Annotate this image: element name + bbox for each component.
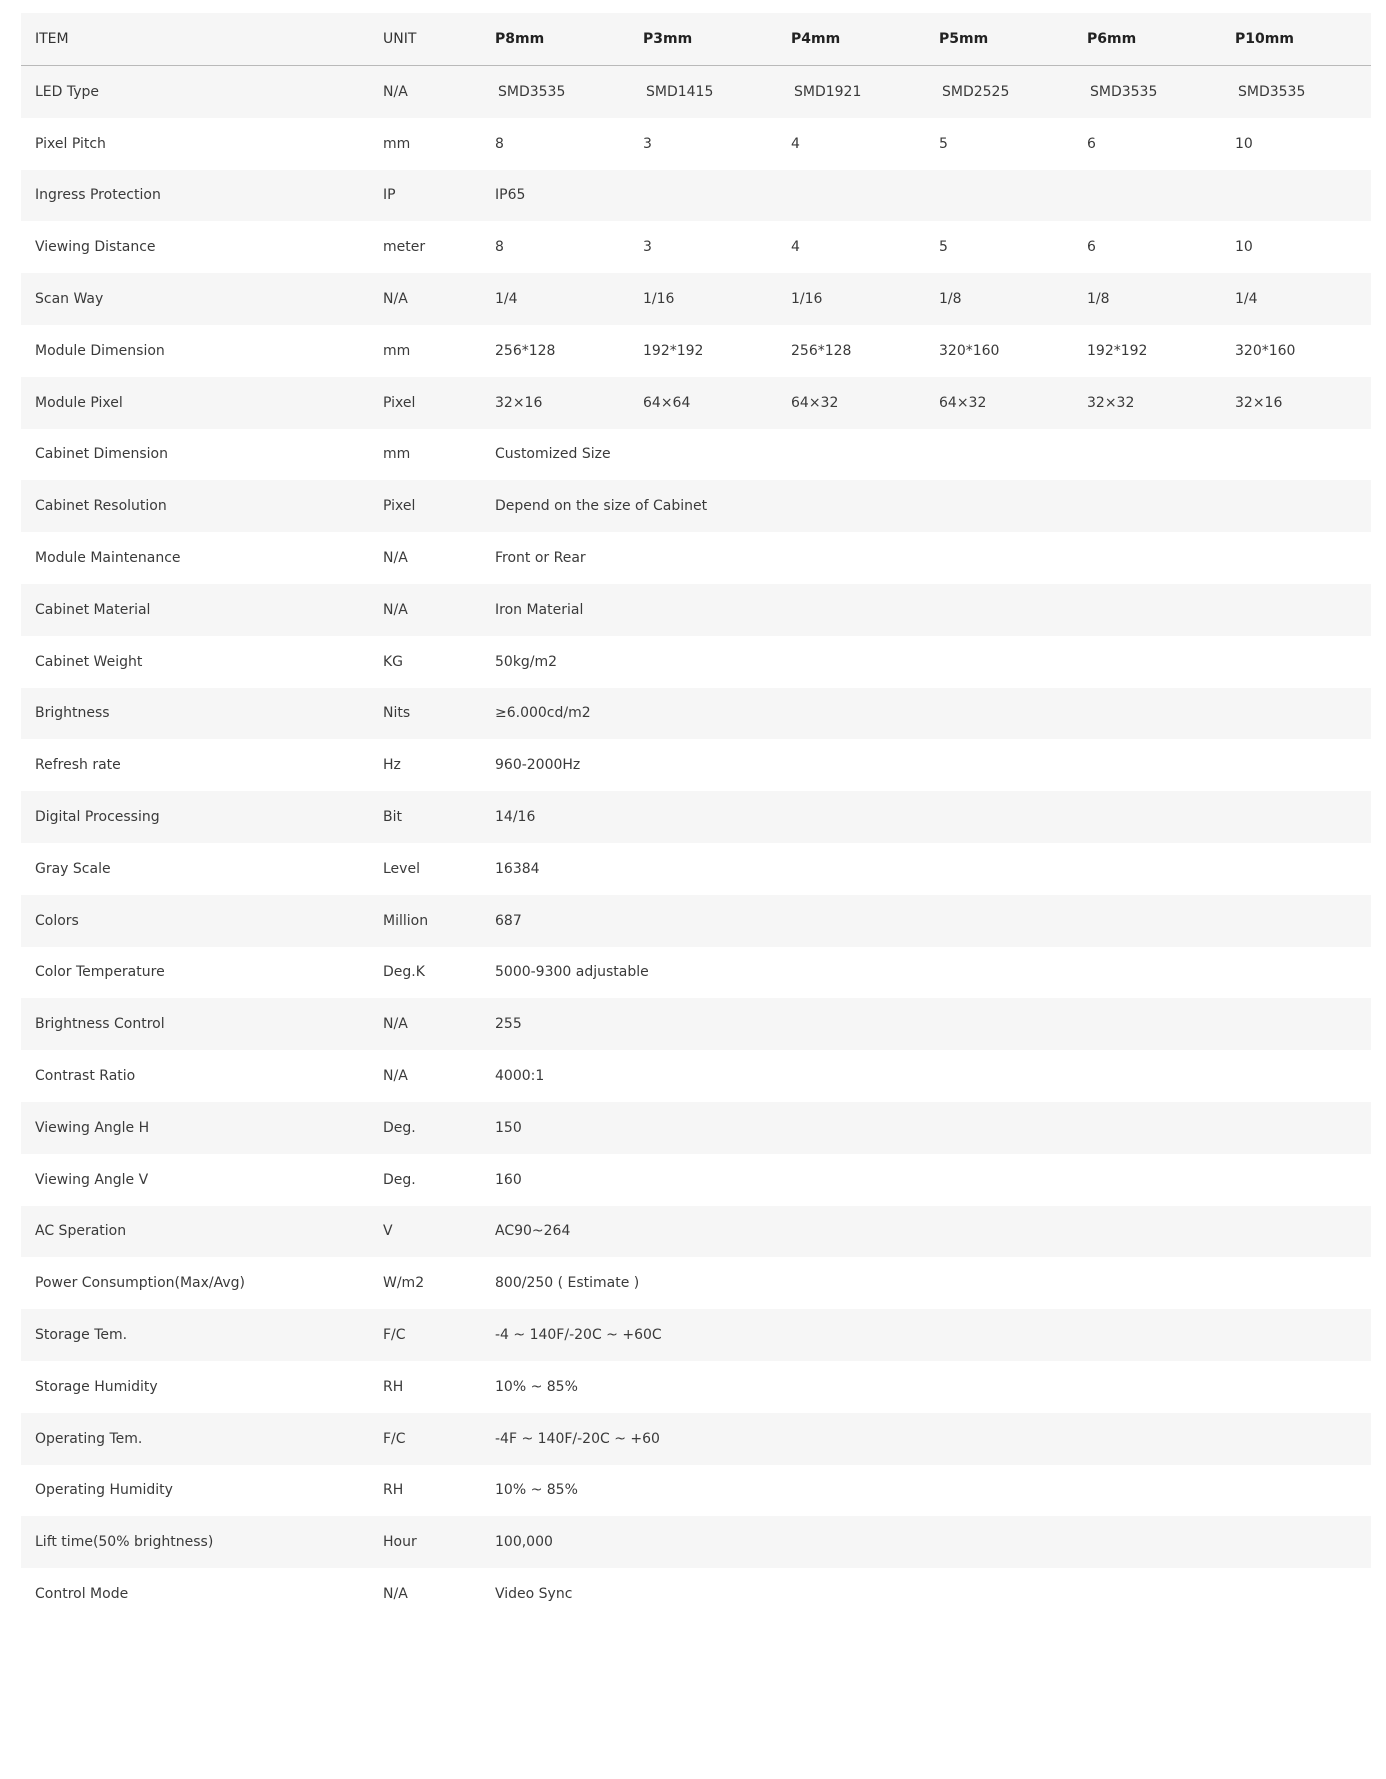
row-unit: Deg.K — [383, 964, 425, 981]
row-value: Video Sync — [495, 1586, 573, 1602]
row-item-label: Cabinet Dimension — [35, 446, 168, 463]
row-value: 256*128 — [791, 342, 852, 359]
row-item-label: AC Speration — [35, 1223, 127, 1240]
row-value: 5000-9300 adjustable — [495, 964, 649, 981]
row-item-label: Viewing Angle H — [35, 1119, 150, 1136]
row-unit: mm — [383, 446, 411, 463]
row-item-label: Viewing Angle V — [35, 1171, 149, 1188]
row-unit: W/m2 — [383, 1275, 425, 1292]
table-row — [21, 739, 1371, 791]
row-value: 10 — [1235, 135, 1253, 152]
row-unit: IP — [383, 187, 396, 204]
row-item-label: Cabinet Weight — [35, 653, 143, 670]
row-value: 5 — [939, 135, 948, 152]
table-row — [21, 636, 1371, 688]
row-value: -4 ~ 140F/-20C ~ +60C — [495, 1327, 662, 1344]
row-value: 320*160 — [1235, 342, 1296, 359]
row-value: 320*160 — [939, 342, 1000, 359]
row-item-label: Storage Tem. — [35, 1327, 128, 1344]
row-value: 256*128 — [495, 342, 556, 359]
row-unit: N/A — [383, 1586, 408, 1602]
row-item-label: Module Dimension — [35, 342, 165, 359]
table-row — [21, 429, 1371, 481]
header-p3mm: P3mm — [643, 31, 693, 47]
row-value: 16384 — [495, 860, 540, 877]
table-row — [21, 1361, 1371, 1413]
table-row — [21, 843, 1371, 895]
row-item-label: Operating Humidity — [35, 1482, 173, 1499]
row-value: 192*192 — [643, 342, 704, 359]
header-p10mm: P10mm — [1235, 31, 1294, 47]
row-value: Customized Size — [495, 446, 611, 463]
row-value: 10% ~ 85% — [495, 1482, 578, 1499]
row-item-label: Viewing Distance — [35, 239, 156, 256]
row-unit: Hour — [383, 1534, 417, 1551]
table-row — [21, 1257, 1371, 1309]
row-item-label: Ingress Protection — [35, 187, 161, 204]
row-unit: N/A — [383, 601, 408, 618]
table-body — [21, 66, 1371, 1620]
row-value: 64×64 — [643, 394, 691, 411]
spec-table — [21, 13, 1371, 1620]
row-value: 10% ~ 85% — [495, 1378, 578, 1395]
table-row — [21, 1102, 1371, 1154]
row-unit: Nits — [383, 705, 411, 722]
table-row — [21, 66, 1371, 118]
row-value: 1/8 — [1087, 291, 1110, 308]
row-item-label: Control Mode — [35, 1586, 129, 1602]
row-item-label: Cabinet Material — [35, 601, 151, 618]
row-item-label: Digital Processing — [35, 809, 160, 826]
header-item: ITEM — [35, 31, 69, 47]
row-unit: N/A — [383, 1016, 408, 1033]
row-unit: RH — [383, 1482, 404, 1499]
row-value: 8 — [495, 239, 504, 256]
row-unit: N/A — [383, 1068, 408, 1085]
table-row — [21, 1516, 1371, 1568]
row-item-label: Refresh rate — [35, 757, 121, 774]
table-row — [21, 791, 1371, 843]
row-unit: F/C — [383, 1327, 406, 1344]
table-row — [21, 377, 1371, 429]
row-value: 800/250 ( Estimate ) — [495, 1275, 640, 1292]
row-item-label: Module Pixel — [35, 394, 123, 411]
row-unit: KG — [383, 653, 404, 670]
table-row — [21, 325, 1371, 377]
row-unit: V — [383, 1223, 393, 1240]
row-value: 960-2000Hz — [495, 757, 581, 774]
row-value: 64×32 — [939, 394, 987, 411]
row-unit: meter — [383, 239, 426, 256]
row-value: 6 — [1087, 135, 1096, 152]
row-item-label: Brightness — [35, 705, 110, 722]
row-unit: N/A — [383, 291, 408, 308]
header-p6mm: P6mm — [1087, 31, 1137, 47]
row-item-label: Power Consumption(Max/Avg) — [35, 1275, 246, 1292]
table-row — [21, 895, 1371, 947]
row-value: 64×32 — [791, 394, 839, 411]
row-value: 14/16 — [495, 809, 536, 826]
row-value: 50kg/m2 — [495, 653, 558, 670]
table-row — [21, 1465, 1371, 1517]
table-header — [21, 13, 1371, 66]
table-row — [21, 1309, 1371, 1361]
table-row — [21, 584, 1371, 636]
row-value: 3 — [643, 239, 652, 256]
row-value: AC90~264 — [495, 1223, 571, 1240]
row-value: 4000:1 — [495, 1068, 545, 1085]
row-unit: F/C — [383, 1430, 406, 1447]
row-value: SMD2525 — [942, 83, 1010, 100]
row-value: 6 — [1087, 239, 1096, 256]
table-row — [21, 688, 1371, 740]
row-value: 8 — [495, 135, 504, 152]
row-value: 32×32 — [1087, 394, 1135, 411]
row-value: 687 — [495, 912, 522, 929]
header-p8mm: P8mm — [495, 31, 545, 47]
row-value: Front or Rear — [495, 550, 586, 567]
row-unit: mm — [383, 135, 411, 152]
table-row — [21, 480, 1371, 532]
row-item-label: Color Temperature — [35, 964, 165, 981]
row-unit: Million — [383, 912, 429, 929]
table-row — [21, 1568, 1371, 1620]
row-value: 32×16 — [495, 394, 543, 411]
row-value: 192*192 — [1087, 342, 1148, 359]
row-item-label: Contrast Ratio — [35, 1068, 136, 1085]
row-unit: Deg. — [383, 1171, 416, 1188]
row-value: SMD3535 — [1238, 83, 1306, 100]
row-value: 10 — [1235, 239, 1253, 256]
row-unit: N/A — [383, 83, 408, 100]
header-p4mm: P4mm — [791, 31, 841, 47]
row-unit: N/A — [383, 550, 408, 567]
table-row — [21, 118, 1371, 170]
row-item-label: LED Type — [35, 83, 100, 100]
row-unit: Pixel — [383, 498, 416, 515]
row-value: SMD3535 — [498, 83, 566, 100]
row-item-label: Scan Way — [35, 291, 104, 308]
row-value: 160 — [495, 1171, 522, 1188]
row-value: 5 — [939, 239, 948, 256]
row-unit: Hz — [383, 757, 401, 774]
row-item-label: Storage Humidity — [35, 1378, 158, 1395]
row-item-label: Colors — [35, 912, 79, 929]
table-row — [21, 1154, 1371, 1206]
table-row — [21, 1413, 1371, 1465]
row-value: 150 — [495, 1119, 522, 1136]
row-item-label: Operating Tem. — [35, 1430, 143, 1447]
table-row — [21, 1050, 1371, 1102]
table-row — [21, 947, 1371, 999]
row-value: ≥6.000cd/m2 — [495, 705, 591, 722]
row-value: 4 — [791, 239, 800, 256]
row-value: SMD1921 — [794, 83, 862, 100]
row-unit: Level — [383, 860, 420, 877]
row-unit: Bit — [383, 809, 402, 826]
row-value: 1/16 — [643, 291, 675, 308]
row-value: SMD1415 — [646, 83, 714, 100]
row-value: 1/8 — [939, 291, 962, 308]
row-value: 1/4 — [495, 291, 518, 308]
row-value: SMD3535 — [1090, 83, 1158, 100]
row-value: -4F ~ 140F/-20C ~ +60 — [495, 1430, 660, 1447]
row-item-label: Pixel Pitch — [35, 135, 106, 152]
table-row — [21, 221, 1371, 273]
row-item-label: Module Maintenance — [35, 550, 181, 567]
row-item-label: Gray Scale — [35, 860, 111, 877]
row-value: 100,000 — [495, 1534, 553, 1551]
row-unit: mm — [383, 342, 411, 359]
row-value: 1/16 — [791, 291, 823, 308]
row-unit: Deg. — [383, 1119, 416, 1136]
row-item-label: Cabinet Resolution — [35, 498, 167, 515]
row-value: 255 — [495, 1016, 522, 1033]
row-unit: Pixel — [383, 394, 416, 411]
row-item-label: Lift time(50% brightness) — [35, 1534, 214, 1551]
table-row — [21, 998, 1371, 1050]
row-value: 32×16 — [1235, 394, 1283, 411]
header-p5mm: P5mm — [939, 31, 989, 47]
row-value: IP65 — [495, 187, 526, 204]
row-value: 3 — [643, 135, 652, 152]
table-row — [21, 1206, 1371, 1258]
row-item-label: Brightness Control — [35, 1016, 165, 1033]
row-value: 4 — [791, 135, 800, 152]
row-value: Depend on the size of Cabinet — [495, 498, 708, 515]
header-unit: UNIT — [383, 31, 417, 47]
row-value: 1/4 — [1235, 291, 1258, 308]
table-row — [21, 532, 1371, 584]
row-unit: RH — [383, 1378, 404, 1395]
table-row — [21, 170, 1371, 222]
row-value: Iron Material — [495, 601, 584, 618]
table-row — [21, 273, 1371, 325]
